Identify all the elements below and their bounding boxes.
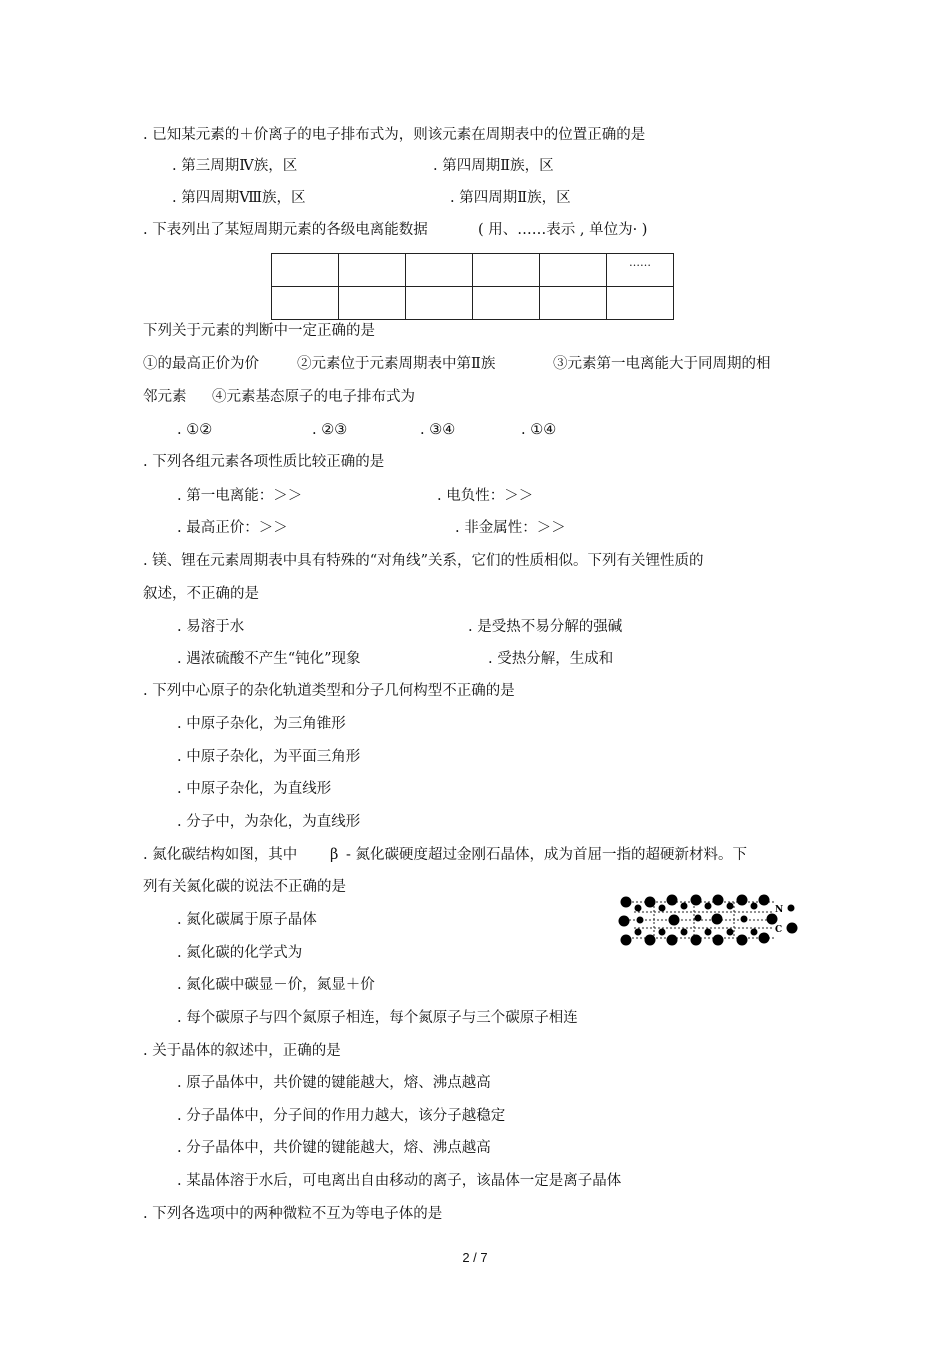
q3-stem: . 下列各组元素各项性质比较正确的是: [143, 454, 385, 470]
q3-option-d: . 非金属性：＞＞: [455, 520, 566, 536]
q2-option-a: . ①②: [177, 422, 213, 438]
q2-stem: . 下表列出了某短周期元素的各级电离能数据: [143, 222, 428, 238]
nitrogen-atom: [751, 903, 758, 910]
table-cell: [540, 287, 607, 320]
q2-option-b: . ②③: [312, 422, 348, 438]
table-row: [272, 287, 674, 320]
q6-stem-b: - 氮化碳硬度超过金刚石晶体，成为首屈一指的超硬新材料。下: [346, 847, 748, 863]
carbon-atom: [621, 935, 632, 946]
nitrogen-atom: [681, 929, 688, 936]
table-cell: [339, 287, 406, 320]
carbon-nitride-structure-figure: [614, 890, 804, 952]
nitrogen-atom: [727, 929, 734, 936]
table-cell: [406, 287, 473, 320]
carbon-atom: [712, 914, 723, 925]
nitrogen-atom: [727, 903, 734, 910]
table-cell: [272, 287, 339, 320]
q4-option-c: . 遇浓硫酸不产生“钝化”现象: [177, 651, 361, 667]
nitrogen-atom: [705, 929, 712, 936]
carbon-atom: [713, 935, 724, 946]
table-cell: ……: [607, 254, 674, 287]
carbon-atom: [737, 895, 748, 906]
carbon-atom: [619, 916, 630, 927]
carbon-atom: [691, 895, 702, 906]
q1-option-a: . 第三周期Ⅳ族，区: [172, 158, 298, 174]
legend-nitrogen-dot: [788, 905, 795, 912]
q7-option-b: . 分子晶体中，分子间的作用力越大，该分子越稳定: [177, 1108, 506, 1124]
q2-statement-3: ③元素第一电离能大于同周期的相: [553, 356, 771, 372]
legend-carbon-dot: [787, 923, 798, 934]
carbon-atom: [621, 897, 632, 908]
carbon-atom: [669, 915, 680, 926]
nitrogen-atom: [637, 917, 644, 924]
nitrogen-atom: [659, 905, 666, 912]
carbon-atom: [667, 935, 678, 946]
q2-prompt: 下列关于元素的判断中一定正确的是: [143, 323, 375, 339]
q2-stem-note: ( 用、……表示 , 单位为· ): [478, 222, 648, 238]
q5-option-b: . 中原子杂化，为平面三角形: [177, 749, 361, 765]
q3-option-c: . 最高正价：＞＞: [177, 520, 288, 536]
q4-option-b: . 是受热不易分解的强碱: [468, 619, 623, 635]
q5-option-c: . 中原子杂化，为直线形: [177, 781, 332, 797]
nitrogen-atom: [751, 929, 758, 936]
table-cell: [473, 254, 540, 287]
page-number: 2 / 7: [462, 1250, 488, 1265]
q5-stem: . 下列中心原子的杂化轨道类型和分子几何构型不正确的是: [143, 683, 515, 699]
carbon-atom: [737, 935, 748, 946]
q8-stem: . 下列各选项中的两种微粒不互为等电子体的是: [143, 1206, 443, 1222]
table-cell: [473, 287, 540, 320]
carbon-atom: [713, 895, 724, 906]
q6-stem-cont: 列有关氮化碳的说法不正确的是: [143, 879, 346, 895]
carbon-atom: [759, 895, 770, 906]
nitrogen-atom: [705, 903, 712, 910]
nitrogen-atom: [659, 929, 666, 936]
q6-option-b: . 氮化碳的化学式为: [177, 945, 303, 961]
q7-option-c: . 分子晶体中，共价键的键能越大，熔、沸点越高: [177, 1140, 491, 1156]
carbon-atom: [645, 935, 656, 946]
q3-option-a: . 第一电离能：＞＞: [177, 488, 303, 504]
q6-beta: β: [330, 847, 339, 863]
q1-option-c: . 第四周期Ⅷ族，区: [172, 190, 306, 206]
nitrogen-atom: [741, 916, 748, 923]
q7-option-d: . 某晶体溶于水后，可电离出自由移动的离子，该晶体一定是离子晶体: [177, 1173, 622, 1189]
q4-option-a: . 易溶于水: [177, 619, 245, 635]
q6-option-a: . 氮化碳属于原子晶体: [177, 912, 317, 928]
q6-stem-a: . 氮化碳结构如图，其中: [143, 847, 298, 863]
legend-n-label: N: [775, 905, 784, 915]
q1-option-d: . 第四周期Ⅱ族，区: [450, 190, 571, 206]
q2-statement-2: ②元素位于元素周期表中第Ⅱ族: [297, 356, 496, 372]
table-row: [272, 254, 674, 287]
table-cell: [272, 254, 339, 287]
q4-stem-cont: 叙述，不正确的是: [143, 586, 259, 602]
q7-stem: . 关于晶体的叙述中，正确的是: [143, 1043, 341, 1059]
carbon-atom: [759, 933, 770, 944]
q1-option-b: . 第四周期Ⅱ族，区: [433, 158, 554, 174]
nitrogen-atom: [635, 929, 642, 936]
q2-statement-1: ①的最高正价为价: [143, 356, 259, 372]
carbon-atom: [691, 935, 702, 946]
table-cell: [339, 254, 406, 287]
q2-statement-4: ④元素基态原子的电子排布式为: [212, 389, 415, 405]
carbon-atom: [767, 914, 778, 925]
carbon-atom: [645, 897, 656, 908]
q5-option-a: . 中原子杂化，为三角锥形: [177, 716, 346, 732]
q6-option-d: . 每个碳原子与四个氮原子相连，每个氮原子与三个碳原子相连: [177, 1010, 578, 1026]
legend-c-label: C: [775, 925, 783, 935]
q2-option-d: . ①④: [521, 422, 557, 438]
q3-option-b: . 电负性：＞＞: [437, 488, 534, 504]
table-cell: [406, 254, 473, 287]
q4-option-d: . 受热分解，生成和: [488, 651, 614, 667]
q4-stem: . 镁、锂在元素周期表中具有特殊的“对角线”关系，它们的性质相似。下列有关锂性质的: [143, 553, 704, 569]
nitrogen-atom: [695, 915, 702, 922]
q6-option-c: . 氮化碳中碳显－价，氮显＋价: [177, 977, 375, 993]
q1-stem: . 已知某元素的＋价离子的电子排布式为，则该元素在周期表中的位置正确的是: [143, 127, 646, 143]
carbon-atom: [667, 895, 678, 906]
q2-option-c: . ③④: [420, 422, 456, 438]
q5-option-d: . 分子中，为杂化，为直线形: [177, 814, 361, 830]
table-cell: [540, 254, 607, 287]
table-cell: [607, 287, 674, 320]
q2-statement-3-cont: 邻元素: [143, 389, 187, 405]
ionization-energy-table: [271, 253, 674, 320]
q7-option-a: . 原子晶体中，共价键的键能越大，熔、沸点越高: [177, 1075, 491, 1091]
nitrogen-atom: [681, 903, 688, 910]
nitrogen-atom: [635, 905, 642, 912]
